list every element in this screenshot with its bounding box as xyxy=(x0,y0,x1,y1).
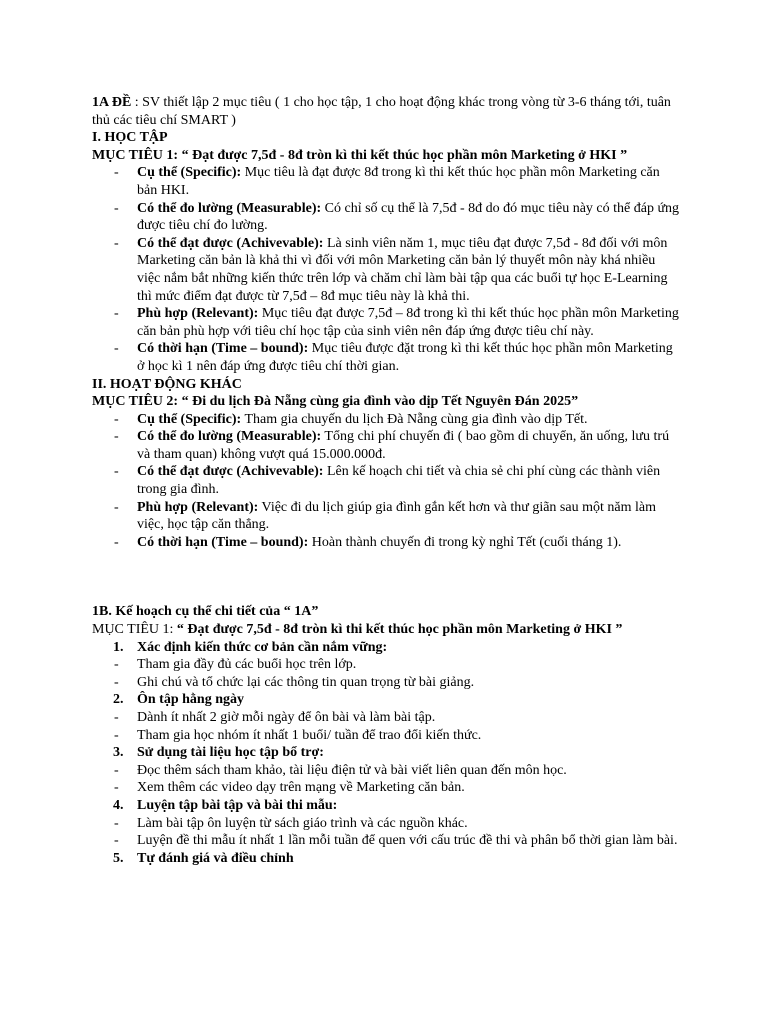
list-item: - Dành ít nhất 2 giờ mỗi ngày để ôn bài và làm bài tập. xyxy=(92,709,682,727)
list-item: - Có thể đạt được (Achivevable): Là sinh viên năm 1, mục tiêu đạt được 7,5đ - 8đ đối với môn Marketing căn bản là khả thi vì đối với môn Marketing căn bản lý thuyết môn này khá nhiều việc nắm bắt những kiến thức trên lớp và chăm chỉ làm bài tập qua các buổi tự học E-Learning thì mức điểm đạt được từ 7,5đ – 8đ mục tiêu này là khả thi. xyxy=(92,235,682,305)
intro-text: : SV thiết lập 2 mục tiêu ( 1 cho học tập, 1 cho hoạt động khác trong vòng từ 3-6 tháng tới, tuân thủ các tiêu chí SMART ) xyxy=(92,95,671,128)
section1b-heading: 1B. Kế hoạch cụ thể chi tiết của “ 1A” xyxy=(92,604,319,620)
section-gap xyxy=(92,551,682,603)
section1b-goal-title: “ Đạt được 7,5đ - 8đ tròn kì thi kết thúc học phần môn Marketing ở HKI ” xyxy=(176,622,623,638)
list-item: - Phù hợp (Relevant): Việc đi du lịch giúp gia đình gắn kết hơn và thư giãn sau một năm làm việc, học tập căn thẳng. xyxy=(92,499,682,534)
section1b-goal xyxy=(92,621,682,639)
intro-paragraph xyxy=(92,94,682,129)
list-item: - Phù hợp (Relevant): Mục tiêu đạt được 7,5đ – 8đ trong kì thi kết thúc học phần môn Marketing căn bản phù hợp với tiêu chí học tập của sinh viên nên đáp ứng được tiêu chí này. xyxy=(92,305,682,340)
part1-heading: I. HỌC TẬP xyxy=(92,130,168,146)
list-item: - Làm bài tập ôn luyện từ sách giáo trình và các nguồn khác. xyxy=(92,815,682,833)
plan-step-title: 1. Xác định kiến thức cơ bản cần nắm vững: xyxy=(113,639,388,655)
list-item: - Cụ thể (Specific): Mục tiêu là đạt được 8đ trong kì thi kết thúc học phần môn Marketing căn bản HKI. xyxy=(92,164,682,199)
list-item: - Ghi chú và tổ chức lại các thông tin quan trọng từ bài giảng. xyxy=(92,674,682,692)
list-item: - Cụ thể (Specific): Tham gia chuyến du lịch Đà Nẵng cùng gia đình vào dịp Tết. xyxy=(92,411,682,429)
part2-heading: II. HOẠT ĐỘNG KHÁC xyxy=(92,376,242,392)
list-item: - Có thời hạn (Time – bound): Mục tiêu được đặt trong kì thi kết thúc học phần môn Marketing ở học kì 1 nên đáp ứng được tiêu chí thời gian. xyxy=(92,340,682,375)
goal2-criteria-list xyxy=(92,411,682,552)
plan-step-title: 5. Tự đánh giá và điều chỉnh xyxy=(113,850,294,866)
goal1-title: MỤC TIÊU 1: “ Đạt được 7,5đ - 8đ tròn kì thi kết thúc học phần môn Marketing ở HKI ” xyxy=(92,147,628,163)
section1b-goal-label: MỤC TIÊU 1: xyxy=(92,622,177,638)
intro-label: 1A ĐỀ xyxy=(92,95,132,110)
list-item: - Có thể đo lường (Measurable): Có chỉ số cụ thể là 7,5đ - 8đ do đó mục tiêu này có thể đáp ứng được tiêu chí đo lường. xyxy=(92,200,682,235)
plan-step-title: 4. Luyện tập bài tập và bài thi mẫu: xyxy=(113,797,338,813)
list-item: - Có thể đạt được (Achivevable): Lên kế hoạch chi tiết và chia sẻ chi phí cùng các thành viên trong gia đình. xyxy=(92,463,682,498)
plan-steps xyxy=(92,639,682,868)
plan-step-title: 3. Sử dụng tài liệu học tập bổ trợ: xyxy=(113,745,324,761)
list-item: - Tham gia đầy đủ các buổi học trên lớp. xyxy=(92,656,682,674)
goal2-title: MỤC TIÊU 2: “ Đi du lịch Đà Nẵng cùng gia đình vào dịp Tết Nguyên Đán 2025” xyxy=(92,394,579,410)
list-item: - Có thời hạn (Time – bound): Hoàn thành chuyến đi trong kỳ nghỉ Tết (cuối tháng 1). xyxy=(92,534,682,552)
list-item: - Có thể đo lường (Measurable): Tổng chi phí chuyến đi ( bao gồm di chuyển, ăn uống, lưu trú và tham quan) không vượt quá 15.000.000đ. xyxy=(92,428,682,463)
list-item: - Đọc thêm sách tham khảo, tài liệu điện tử và bài viết liên quan đến môn học. xyxy=(92,762,682,780)
document-content xyxy=(92,94,682,867)
goal1-criteria-list xyxy=(92,164,682,375)
list-item: - Tham gia học nhóm ít nhất 1 buổi/ tuần để trao đổi kiến thức. xyxy=(92,727,682,745)
plan-step-title: 2. Ôn tập hằng ngày xyxy=(113,692,244,708)
list-item: - Luyện đề thi mẫu ít nhất 1 lần mỗi tuần để quen với cấu trúc đề thi và phân bổ thời gian làm bài. xyxy=(92,832,682,850)
list-item: - Xem thêm các video dạy trên mạng về Marketing căn bản. xyxy=(92,779,682,797)
